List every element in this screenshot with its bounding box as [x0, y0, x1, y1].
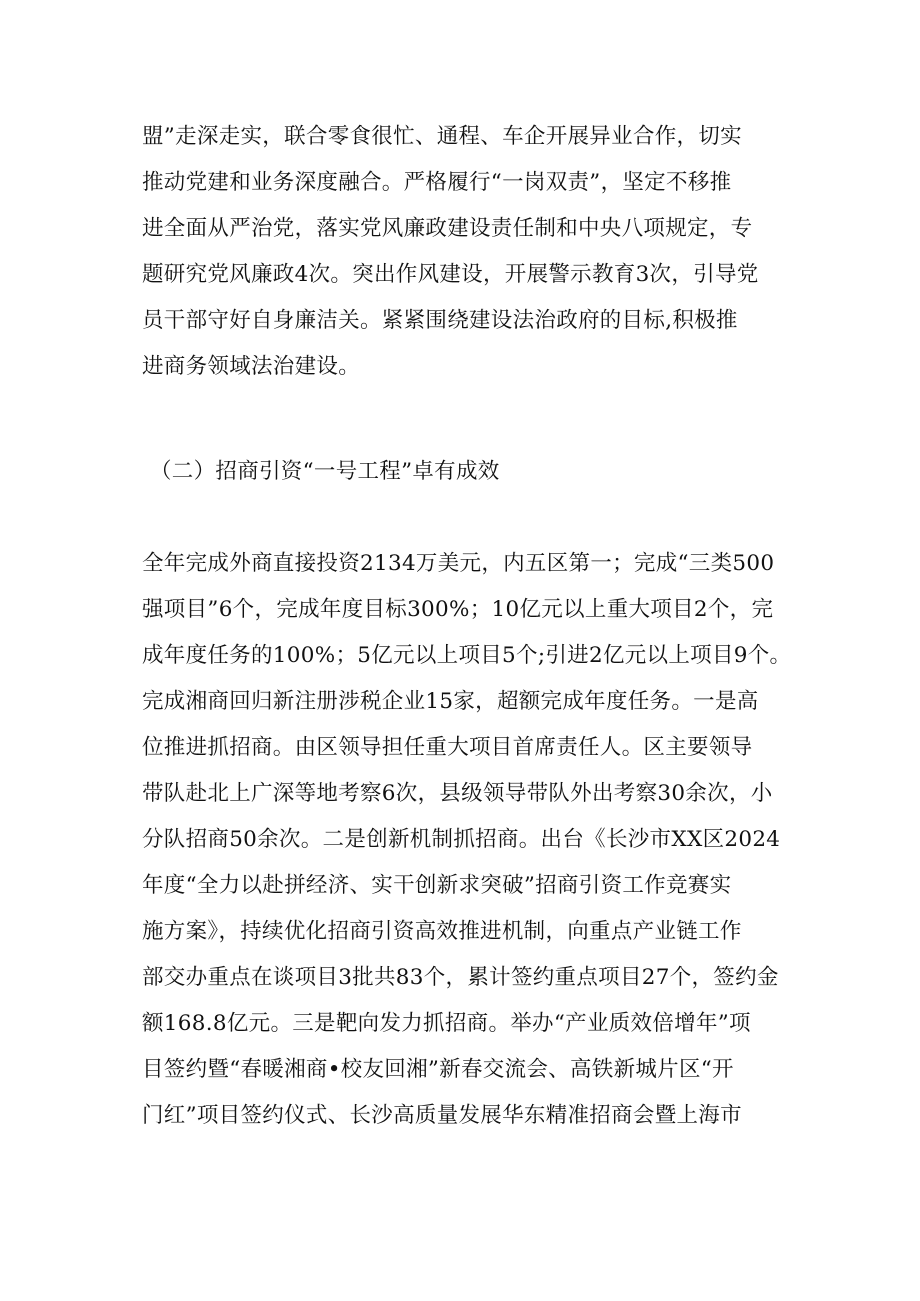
- paragraph-party-building: [142, 114, 792, 390]
- paragraph-investment: [142, 541, 792, 1139]
- paragraph-line: 分队招商50余次。二是创新机制抓招商。出台《长沙市XX区2024: [142, 827, 781, 852]
- paragraph-line: 完成湘商回归新注册涉税企业15家，超额完成年度任务。一是高: [142, 689, 759, 714]
- paragraph-line: 题研究党风廉政4次。突出作风建设，开展警示教育3次，引导党: [142, 262, 759, 287]
- paragraph-line: 门红”项目签约仪式、长沙高质量发展华东精准招商会暨上海市: [142, 1103, 742, 1128]
- paragraph-line: 进全面从严治党，落实党风廉政建设责任制和中央八项规定，专: [142, 216, 753, 241]
- paragraph-line: 带队赴北上广深等地考察6次，县级领导带队外出考察30余次，小: [142, 781, 773, 806]
- paragraph-line: 员干部守好自身廉洁关。紧紧围绕建设法治政府的目标,积极推: [142, 308, 738, 333]
- paragraph-line: 目签约暨“春暖湘商•校友回湘”新春交流会、高铁新城片区“开: [142, 1057, 734, 1082]
- paragraph-line: 进商务领域法治建设。: [142, 354, 361, 379]
- paragraph-line: 盟”走深走实，联合零食很忙、通程、车企开展异业合作，切实: [142, 124, 742, 149]
- paragraph-line: 强项目”6个，完成年度目标300%；10亿元以上重大项目2个，完: [142, 597, 774, 622]
- section-heading-text: （二）招商引资“一号工程”卓有成效: [150, 459, 500, 484]
- paragraph-line: 位推进抓招商。由区领导担任重大项目首席责任人。区主要领导: [142, 735, 753, 760]
- paragraph-line: 额168.8亿元。三是靶向发力抓招商。举办“产业质效倍增年”项: [142, 1011, 751, 1036]
- paragraph-line: 推动党建和业务深度融合。严格履行“一岗双责”，坚定不移推: [142, 170, 732, 195]
- paragraph-line: 施方案》，持续优化招商引资高效推进机制，向重点产业链工作: [142, 919, 742, 944]
- paragraph-line: 全年完成外商直接投资2134万美元，内五区第一；完成“三类500: [142, 551, 775, 576]
- paragraph-line: 部交办重点在谈项目3批共83个，累计签约重点项目27个，签约金: [142, 965, 779, 990]
- paragraph-line: 年度“全力以赴拼经济、实干创新求突破”招商引资工作竞赛实: [142, 873, 732, 898]
- section-heading: [150, 449, 800, 495]
- paragraph-line: 成年度任务的100%；5亿元以上项目5个;引进2亿元以上项目9个。: [142, 643, 792, 668]
